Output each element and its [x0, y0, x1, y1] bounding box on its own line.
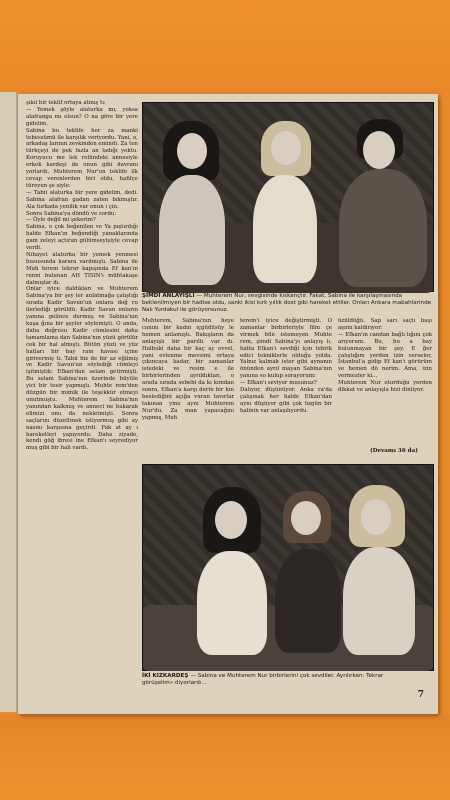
article-column-left: şıkıl bir teklif ortaya atmış tı: — Yemek şöyle alaturka mı, yoksa alafranga mı olsun? O na göre bir yere gidelim. Sabina bu teklife her za manki tebessümü ile karşılık veriyordu. Yani, o, arkadaş larının zevkinden emindi. Za ten türkçeyi de pek fazla an ladığı yoktu. Koruyucu me lek rolündeki annesiyle erkek kardeşi de onun gibi davranı yorlardı. Muhterem Nur'un teklife ilk cevap verenlerden biri oldu, hafifçe türeyen şe siyle: — Tabii alaturka bir yere gidelim, dedi. Sabina alafran gadan zaten bıkmıştır. Ala turkada yenilik var onun i çin. Sonra Sabina'ya döndü ve sordu: — Öyle değil mi şekerim? Sabina, o çok beğenilen ve Ya pıştırdığı halde Efkan'ın beğendiği yanaklarında gam zeleyi açtıran gülümseyişiyle cevap verdi. Nihayet alaturka bir yemek yenmesi hususunda karara varılmıştı. Sabina ile Muh terem tekrar kapışında Ef kan'ın renni bulunan AH TISIN'ı mühtakaşe dalmışlar dı. Onlar iyice daldıkları ve Muhterem Sabina'ya bir şey ler anlatmağa çalıştığı sırada Kadir Savun'un onlara doğ ru ilerlediği görüldü. Kadir Savun onların yanına gelince durmuş ve Sabina'nın kuşa ğına bir şeyler söylemişti. O anda, daha doğrusu Kadir cümlesini daha tamamlama dan Sabina'nın yüzü görülür cek bir hal almıştı. Bütün yüzü ve yüz hatları bir bay ram havası içine girivermiş ti. Tabii biz de bir az eğilmiş ve Kadir Savun'un söylediği cümleyi işitmiştik: Efkan'dan selam getirmişti. Bu selam Sabina'nın üzerinde büyüle yici bir tesir yapmıştı. Muhte rem'den düzgün bir mimik ile teşekkür etmeyi unutmuştu. Muhterem Sabina'nın yanından kalkmış ve anneci ne bakarak elimizi onu da nekletmişti. Sonra saçlarını düzeltmek istiyormuş gibi ay nasını karşısına geçirdi. Fak at ay ı hareketleri yapıyordu. Daha ziyade, kendi göğ ibresi ine Efkan'ı seyrediyor muş gibi bir hali vardı. — [26, 100, 139, 452]
previous-page-edge — [0, 92, 17, 712]
photo-bottom — [142, 464, 434, 671]
caption-top-lead: ŞİMDİ ANLAYIŞLI — [142, 293, 195, 299]
article-column-mid: Muhterem, Sabina'nın heye canını bir kadın içgüdüsüy le hemen anlamıştı. Bakışların da anlayışlı bir parıltı var dı. Halbuki daha bir kaç ay evvel, yani evlenme mevsimi ortaya çıkıncaya kadar, bir zamanlar istedeki ve resim e ile birbirlerinden ayrıldıktan, o arada sırada sebebi da kı kımdan sonra, Efkan'a karşı derin bir kin beslediğini açığa vuran tavırlar takınan yine ayni Muhterem Nur'du. Za man yapacağını yapmış, Muh — [142, 318, 236, 421]
orange-background-bottom — [0, 715, 450, 800]
magazine-page — [18, 94, 438, 714]
orange-background-top — [0, 0, 450, 95]
caption-bottom — [142, 673, 412, 687]
continued-label: (Devamı 36 da) — [370, 448, 418, 454]
article-column-right: üzüldüğü. Sap sarı saçlı başı aşımı kaldırıyor: — Efkan'ın candan bağlı lığını çok arıyorum. Bu, bu a bay bulunmayan bir şey. E ğer çalıştığım yerden izin verseler, İstanbul'a gidip Ef kan'ı görürüm ve hemen dö nerim. Ama, izin vermezler ki... Muhterem Nur oturduğu yerden dikkat ve anlayışla bizi dinliyor. — [338, 318, 432, 394]
article-column-mid2: terem'i iyice değiştirmişti. O zamanlar birbirleriyle film çe virmek bile istemeyen Muhte rem, şimdi Sabina'yı anlayış lı, hatta Efkan'ı sevdiği için tebrik edici tekniklerle olduğu yolda. Yalnız kalmak ister gibi aynanın önünden ayrıl mayan Sabina'nın yanına so kulup sorayorum: — Efkan'ı seviyor musunuz? Dalıyor, düşünüyor. Anka ra'da çalışmak her halde Efkan'dan aynı düşüyor gibi çok üzgün bir halinin var anlaşılıyordu. — [240, 318, 332, 414]
caption-top — [142, 293, 432, 314]
caption-bottom-lead: İKİ KIZKARDEŞ — [142, 673, 189, 679]
photo-top — [142, 102, 434, 292]
caption-bottom-text: — Sabina ve Muhterem Nur birbirlerini çok sevdiler. Ayrılırken: Tekrar görüşelim» diyorlardı... — [142, 673, 384, 686]
caption-top-text: — Muhterem Nur, sevgisinde kıskançtır. Fakat, Sabina ile karşılaşmasında beklenilmiyen bir hadise oldu, sanki ikisi kırk yıllık dost gibi hareket ettiler. Onları Ankara mabahlarinde Nalı Yurdakul ile görüyorsunuz. — [142, 293, 432, 313]
page-number: 7 — [417, 690, 424, 700]
